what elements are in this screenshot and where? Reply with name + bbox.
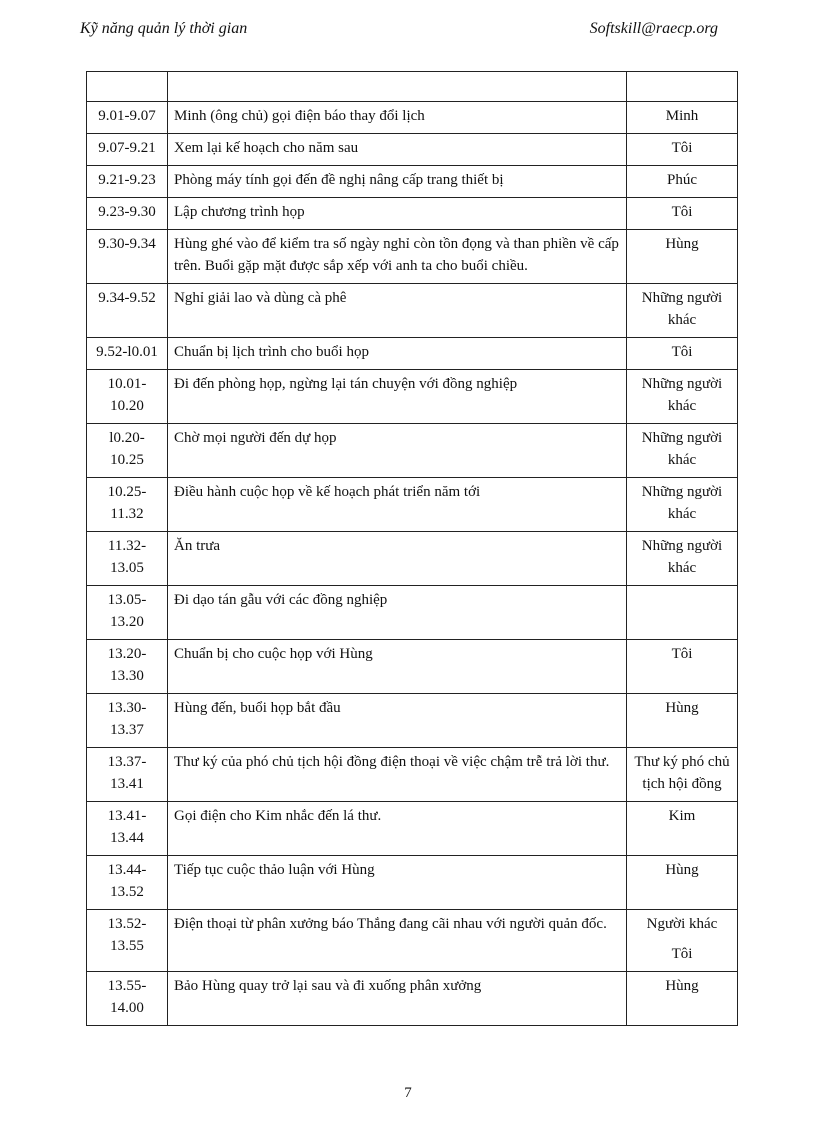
time-cell: 13.41-13.44 xyxy=(87,802,168,856)
table-row xyxy=(87,134,738,166)
time-cell: 10.25-11.32 xyxy=(87,478,168,532)
time-log-body xyxy=(87,72,738,1026)
time-cell: 9.07-9.21 xyxy=(87,134,168,166)
activity-cell: Đi đến phòng họp, ngừng lại tán chuyện với đồng nghiệp xyxy=(168,370,627,424)
who-cell xyxy=(627,748,738,802)
table-row xyxy=(87,102,738,134)
activity-cell: Hùng ghé vào để kiểm tra số ngày nghỉ còn tồn đọng và than phiền về cấp trên. Buổi gặp mặt được sắp xếp với anh ta cho buổi chiều. xyxy=(168,230,627,284)
table-row xyxy=(87,694,738,748)
who-name: Thư ký phó chủ tịch hội đồng xyxy=(634,754,730,792)
activity-cell: Hùng đến, buổi họp bắt đầu xyxy=(168,694,627,748)
header-cell-time xyxy=(87,72,168,102)
who-cell xyxy=(627,338,738,370)
activity-cell: Gọi điện cho Kim nhắc đến lá thư. xyxy=(168,802,627,856)
header-cell-activity xyxy=(168,72,627,102)
who-name: Những người khác xyxy=(641,484,723,522)
activity-cell: Điện thoại từ phân xưởng báo Thắng đang cãi nhau với người quản đốc. xyxy=(168,910,627,972)
activity-cell: Chờ mọi người đến dự họp xyxy=(168,424,627,478)
activity-cell: Minh (ông chủ) gọi điện báo thay đổi lịch xyxy=(168,102,627,134)
who-name: Hùng xyxy=(665,862,699,878)
who-name: Tôi xyxy=(671,344,693,360)
who-name: Những người khác xyxy=(641,430,723,468)
time-cell: 13.37-13.41 xyxy=(87,748,168,802)
time-cell: 9.23-9.30 xyxy=(87,198,168,230)
table-row xyxy=(87,910,738,972)
table-row xyxy=(87,748,738,802)
who-cell xyxy=(627,424,738,478)
table-row xyxy=(87,478,738,532)
who-name: Tôi xyxy=(671,946,693,962)
header-cell-who xyxy=(627,72,738,102)
activity-cell: Bảo Hùng quay trở lại sau và đi xuống phân xưởng xyxy=(168,972,627,1026)
table-row xyxy=(87,640,738,694)
table-row xyxy=(87,338,738,370)
time-cell: l0.20-10.25 xyxy=(87,424,168,478)
time-cell: 9.34-9.52 xyxy=(87,284,168,338)
who-name: Phúc xyxy=(667,172,697,188)
who-name: Những người khác xyxy=(641,290,723,328)
who-cell xyxy=(627,694,738,748)
table-row xyxy=(87,230,738,284)
who-name: Hùng xyxy=(665,700,699,716)
table-row xyxy=(87,424,738,478)
table-row xyxy=(87,532,738,586)
time-cell: 11.32-13.05 xyxy=(87,532,168,586)
who-cell xyxy=(627,586,738,640)
activity-cell: Đi dạo tán gẫu với các đồng nghiệp xyxy=(168,586,627,640)
who-cell xyxy=(627,640,738,694)
who-name: Tôi xyxy=(671,646,693,662)
activity-cell: Lập chương trình họp xyxy=(168,198,627,230)
who-cell xyxy=(627,230,738,284)
time-cell: 13.44-13.52 xyxy=(87,856,168,910)
who-name: Hùng xyxy=(665,236,699,252)
time-cell: 9.52-l0.01 xyxy=(87,338,168,370)
time-cell: 13.52-13.55 xyxy=(87,910,168,972)
who-cell xyxy=(627,284,738,338)
who-name: Kim xyxy=(668,808,696,824)
who-cell xyxy=(627,532,738,586)
who-name: Tôi xyxy=(671,204,693,220)
time-cell: 9.01-9.07 xyxy=(87,102,168,134)
table-header-row xyxy=(87,72,738,102)
time-cell: 13.55-14.00 xyxy=(87,972,168,1026)
who-cell xyxy=(627,134,738,166)
activity-cell: Xem lại kế hoạch cho năm sau xyxy=(168,134,627,166)
who-cell xyxy=(627,972,738,1026)
who-cell xyxy=(627,802,738,856)
who-cell xyxy=(627,910,738,972)
activity-cell: Thư ký của phó chủ tịch hội đồng điện thoại về việc chậm trễ trả lời thư. xyxy=(168,748,627,802)
who-cell xyxy=(627,856,738,910)
time-log-table xyxy=(86,71,738,1026)
time-cell: 9.21-9.23 xyxy=(87,166,168,198)
who-name: Minh xyxy=(665,108,699,124)
who-name: Những người khác xyxy=(641,538,723,576)
time-cell: 9.30-9.34 xyxy=(87,230,168,284)
who-cell xyxy=(627,370,738,424)
who-name: Những người khác xyxy=(641,376,723,414)
who-name: Tôi xyxy=(671,140,693,156)
table-row xyxy=(87,856,738,910)
table-row xyxy=(87,198,738,230)
table-row xyxy=(87,802,738,856)
activity-cell: Phòng máy tính gọi đến đề nghị nâng cấp trang thiết bị xyxy=(168,166,627,198)
time-cell: 13.30-13.37 xyxy=(87,694,168,748)
who-cell xyxy=(627,478,738,532)
running-header-title: Kỹ năng quản lý thời gian xyxy=(80,20,248,37)
time-cell: 13.20-13.30 xyxy=(87,640,168,694)
who-name: Người khác xyxy=(646,916,718,932)
table-row xyxy=(87,284,738,338)
who-cell xyxy=(627,198,738,230)
page-number: 7 xyxy=(404,1085,412,1101)
activity-cell: Chuẩn bị cho cuộc họp với Hùng xyxy=(168,640,627,694)
table-row xyxy=(87,972,738,1026)
time-cell: 13.05-13.20 xyxy=(87,586,168,640)
who-name: Hùng xyxy=(665,978,699,994)
time-cell: 10.01-10.20 xyxy=(87,370,168,424)
activity-cell: Chuẩn bị lịch trình cho buổi họp xyxy=(168,338,627,370)
who-cell xyxy=(627,166,738,198)
who-cell xyxy=(627,102,738,134)
activity-cell: Tiếp tục cuộc thảo luận với Hùng xyxy=(168,856,627,910)
table-row xyxy=(87,586,738,640)
activity-cell: Ăn trưa xyxy=(168,532,627,586)
activity-cell: Nghỉ giải lao và dùng cà phê xyxy=(168,284,627,338)
running-header-email: Softskill@raecp.org xyxy=(589,20,718,37)
table-row xyxy=(87,166,738,198)
activity-cell: Điều hành cuộc họp về kế hoạch phát triển năm tới xyxy=(168,478,627,532)
table-row xyxy=(87,370,738,424)
